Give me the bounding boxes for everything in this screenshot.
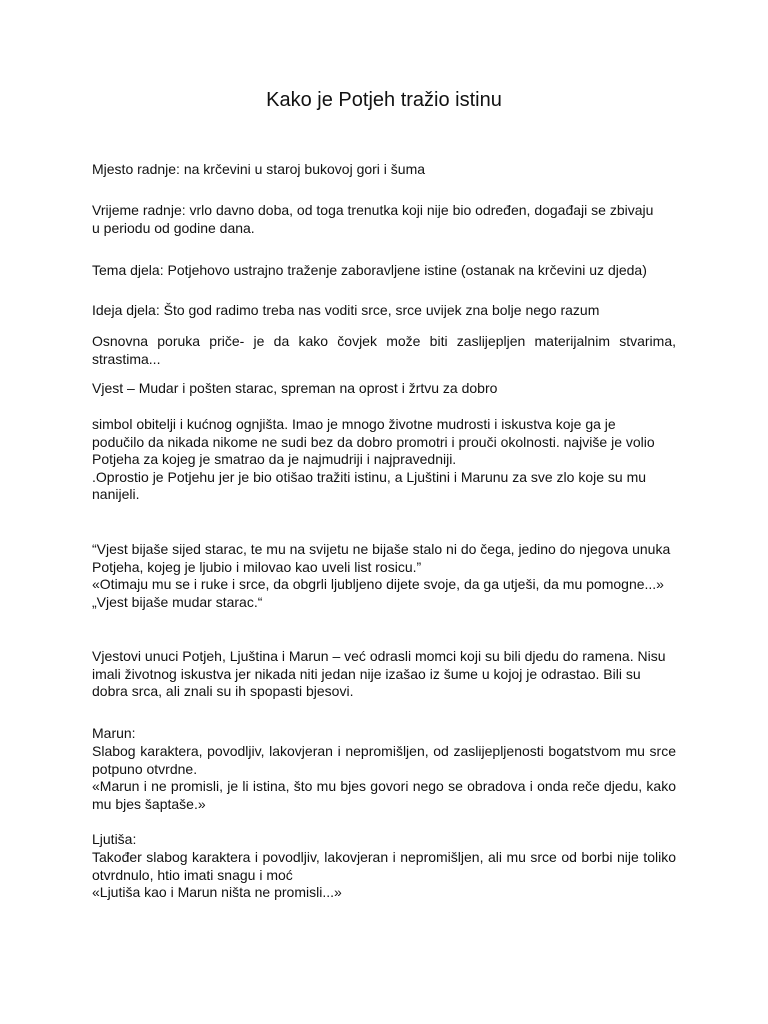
ljutisa-quote-paragraph: «Ljutiša kao i Marun ništa ne promisli...»	[92, 884, 342, 900]
message-paragraph: Osnovna poruka priče- je da kako čovjek može biti zaslijepljen materijalnim stvarima, strastima...	[92, 333, 676, 367]
ljutisa-heading: Ljutiša:	[92, 831, 137, 847]
grandsons-paragraph: Vjestovi unuci Potjeh, Ljuština i Marun – već odrasli momci koji su bili djedu do ramena. Nisu imali životnog iskustva jer nikada niti jedan nije izašao iz šume u kojoj je odrastao. Bili su dobra srca, ali znali su ih spopasti bjesovi.	[92, 648, 666, 699]
idea-paragraph: Ideja djela: Što god radimo treba nas voditi srce, srce uvijek zna bolje nego razum	[92, 302, 600, 318]
marun-heading: Marun:	[92, 725, 136, 741]
theme-paragraph: Tema djela: Potjehovo ustrajno traženje zaboravljene istine (ostanak na krčevini uz djeda)	[92, 262, 647, 278]
setting-paragraph: Mjesto radnje: na krčevini u staroj bukovoj gori i šuma	[92, 161, 426, 177]
ljutisa-description-paragraph: Također slabog karaktera i povodljiv, lakovjeran i nepromišljen, ali mu srce od borbi nije toliko otvrdnulo, htio imati snagu i moć	[92, 849, 676, 883]
vjest-description-paragraph: simbol obitelji i kućnog ognjišta. Imao je mnogo životne mudrosti i iskustva koje ga je podučilo da nikada nikome ne sudi bez da dobro promotri i prouči okolnosti. najviše je volio Potjeha za kojeg je smatrao da je najmudriji i najpravedniji. .Oprostio je Potjehu jer je bio otišao tražiti istinu, a Ljuštini i Marunu za sve zlo koje su mu nanijeli.	[92, 416, 655, 502]
marun-description-paragraph: Slabog karaktera, povodljiv, lakovjeran i nepromišljen, od zaslijepljenosti bogatstvom mu srce potpuno otvrdne.	[92, 743, 676, 777]
marun-quote-paragraph: «Marun i ne promisli, je li istina, što mu bjes govori nego se obradova i onda reče djedu, kako mu bjes šaptaše.»	[92, 778, 676, 812]
document-title: Kako je Potjeh tražio istinu	[266, 89, 502, 111]
vjest-quotes-paragraph: “Vjest bijaše sijed starac, te mu na svijetu ne bijaše stalo ni do čega, jedino do njegova unuka Potjeha, kojeg je ljubio i milovao kao uveli list rosicu.” «Otimaju mu se i ruke i srce, da obgrli ljubljeno dijete svoje, da ga utješi, da mu pomogne...» „Vjest bijaše mudar starac.“	[92, 541, 671, 610]
time-paragraph: Vrijeme radnje: vrlo davno doba, od toga trenutka koji nije bio određen, događaji se zbivaju u periodu od godine dana.	[92, 202, 654, 236]
vjest-heading-paragraph: Vjest – Mudar i pošten starac, spreman na oprost i žrtvu za dobro	[92, 380, 498, 396]
